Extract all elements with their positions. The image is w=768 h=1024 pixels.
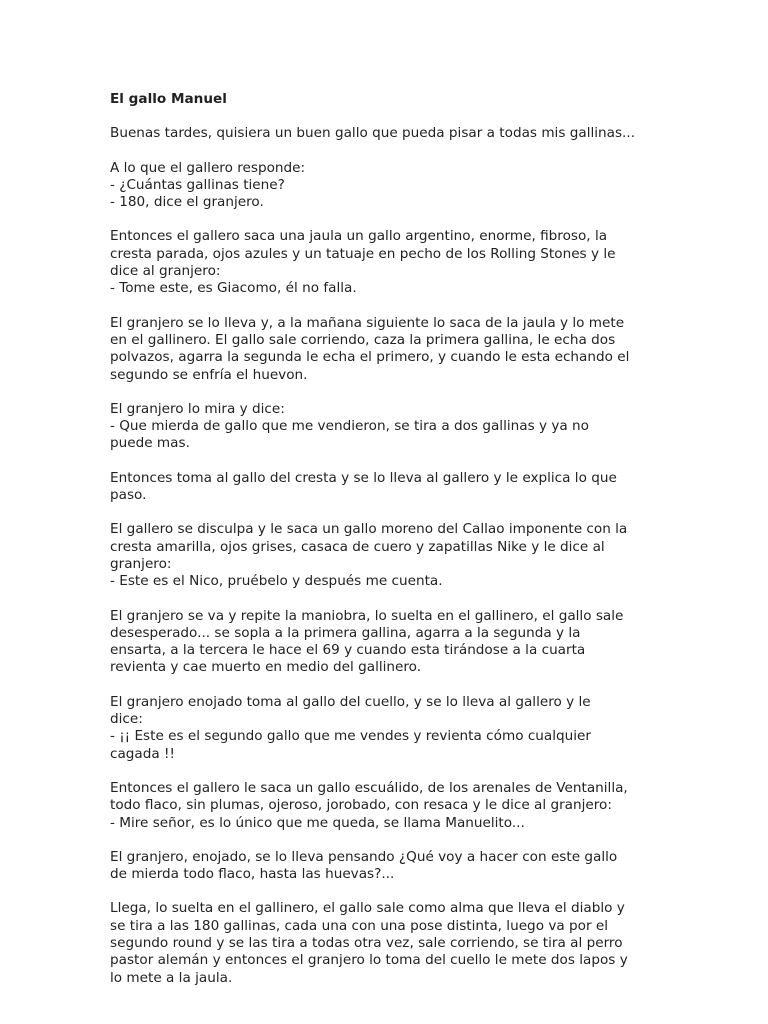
paragraph [110,315,670,384]
text-line: - ¿Cuántas gallinas tiene? [110,176,285,193]
text-line: A lo que el gallero responde: [110,159,306,176]
paragraph [110,780,670,832]
text-line: dice al granjero: [110,263,221,280]
paragraph [110,521,670,590]
text-line: en el gallinero. El gallo sale corriendo, caza la primera gallina, le echa dos [110,331,616,348]
text-line: Entonces el gallero le saca un gallo escuálido, de los arenales de Ventanilla, [110,779,628,796]
text-line: lo mete a la jaula. [110,969,233,986]
text-line: - Que mierda de gallo que me vendieron, se tira a dos gallinas y ya no [110,418,589,435]
document-page [110,91,670,1004]
document-title: El gallo Manuel [110,91,227,107]
text-line: granjero: [110,555,172,572]
text-line: Llega, lo suelta en el gallinero, el gallo sale como alma que lleva el diablo y [110,900,625,917]
text-line: se tira a las 180 gallinas, cada una con una pose distinta, luego va por el [110,917,609,934]
paragraph [110,470,670,505]
text-line: El granjero se lo lleva y, a la mañana siguiente lo saca de la jaula y lo mete [110,314,625,331]
text-line: El granjero, enojado, se lo lleva pensando ¿Qué voy a hacer con este gallo [110,848,618,865]
paragraph [110,125,670,142]
text-line: desesperado... se sopla a la primera gallina, agarra a la segunda y la [110,624,581,641]
text-line: Entonces el gallero saca una jaula un gallo argentino, enorme, fibroso, la [110,228,608,245]
paragraph [110,694,670,763]
text-line: - Este es el Nico, pruébelo y después me cuenta. [110,573,443,590]
text-line: de mierda todo flaco, hasta las huevas?... [110,866,395,883]
text-line: - 180, dice el granjero. [110,194,264,211]
text-line: Entonces toma al gallo del cresta y se lo lleva al gallero y le explica lo que [110,469,617,486]
text-line: ensarta, a la tercera le hace el 69 y cuando esta tirándose a la cuarta [110,642,586,659]
text-line: - ¡¡ Este es el segundo gallo que me vendes y revienta cómo cualquier [110,728,591,745]
paragraph [110,401,670,453]
paragraph [110,608,670,677]
text-line: cresta amarilla, ojos grises, casaca de cuero y zapatillas Nike y le dice al [110,538,605,555]
text-line: El granjero se va y repite la maniobra, lo suelta en el gallinero, el gallo sale [110,607,624,624]
paragraph [110,849,670,884]
text-line: El gallero se disculpa y le saca un gallo moreno del Callao imponente con la [110,521,628,538]
text-line: puede mas. [110,435,190,452]
text-line: pastor alemán y entonces el granjero lo toma del cuello le mete dos lapos y [110,952,628,969]
text-line: todo flaco, sin plumas, ojeroso, jorobado, con resaca y le dice al granjero: [110,797,612,814]
paragraph [110,228,670,297]
text-line: - Tome este, es Giacomo, él no falla. [110,280,357,297]
text-line: polvazos, agarra la segunda le echa el primero, y cuando le esta echando el [110,349,630,366]
text-line: segundo se enfría el huevon. [110,366,308,383]
text-line: Buenas tardes, quisiera un buen gallo que pueda pisar a todas mis gallinas... [110,125,636,142]
text-line: revienta y cae muerto en medio del gallinero. [110,659,422,676]
text-line: cagada !! [110,745,175,762]
text-line: cresta parada, ojos azules y un tatuaje en pecho de los Rolling Stones y le [110,245,616,262]
text-line: - Mire señor, es lo único que me queda, se llama Manuelito... [110,814,525,831]
document-body [110,125,670,987]
text-line: dice: [110,711,143,728]
text-line: El granjero lo mira y dice: [110,400,285,417]
text-line: El granjero enojado toma al gallo del cuello, y se lo lleva al gallero y le [110,693,591,710]
text-line: paso. [110,487,147,504]
text-line: segundo round y se las tira a todas otra vez, sale corriendo, se tira al perro [110,934,623,951]
paragraph [110,160,670,212]
paragraph [110,900,670,986]
